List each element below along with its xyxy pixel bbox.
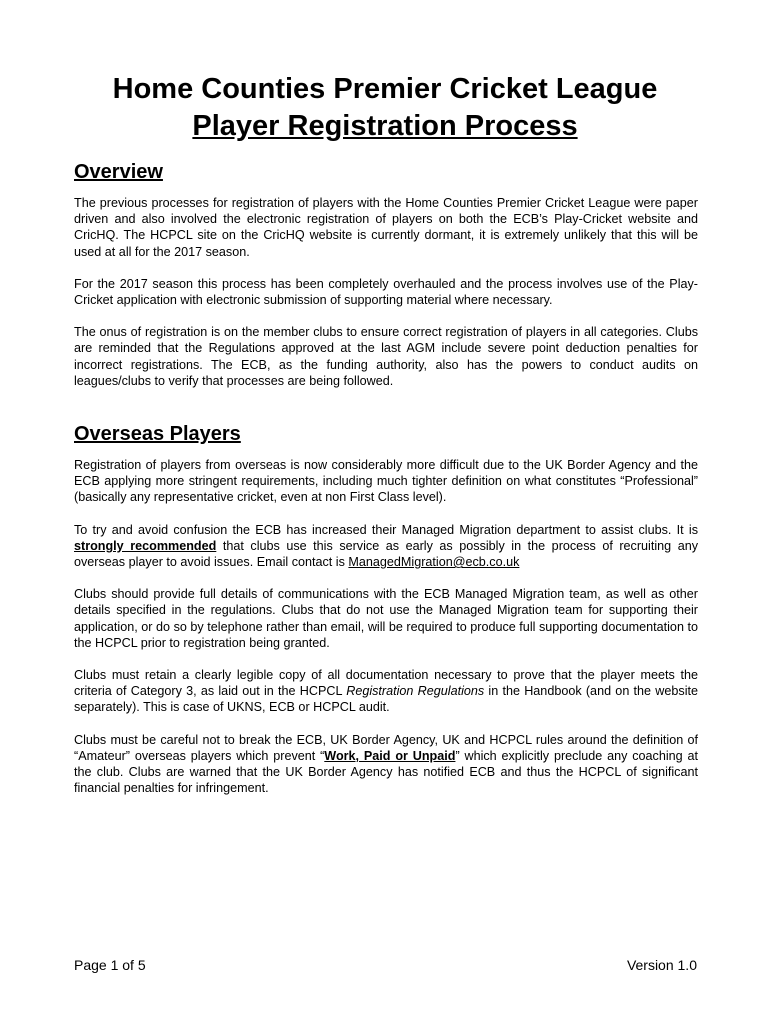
overseas-p2-text-b: that clubs use this service as early as possibly in the process of recruiting any overseas player to avoid issues. Email contact is (74, 538, 699, 570)
overseas-p4-text-b: in the Handbook (and on the website separately). This is case of UKNS, ECB or HCPCL audit. (74, 684, 699, 715)
overview-paragraph-3: The onus of registration is on the member clubs to ensure correct registration of players in all categories. Clubs are reminded that the Regulations approved at the last AGM include severe point deduction penalties for incorrect registrations. The ECB, as the funding authority, also has the powers to conduct audits on leagues/clubs to verify that processes are being followed. (74, 325, 698, 388)
overview-paragraph-2: For the 2017 season this process has been completely overhauled and the process involves use of the Play-Cricket application with electronic submission of supporting material where necessary. (74, 276, 698, 308)
overseas-paragraph-1: Registration of players from overseas is now considerably more difficult due to the UK Border Agency and the ECB applying more stringent requirements, including much tighter definition on what constitutes “Professional” (basically any representative cricket, even at non First Class level). (74, 458, 698, 505)
overseas-p2-text-a: To try and avoid confusion the ECB has increased their Managed Migration department to assist clubs. It is (74, 522, 698, 537)
overseas-p5-text-b: ” which explicitly preclude any coaching at the club. Clubs are warned that the UK Border Agency has notified ECB and thus the HCPCL of significant financial penalties for infringement. (74, 748, 698, 796)
overview-paragraph-1: The previous processes for registration of players with the Home Counties Premier Cricket League were paper driven and also involved the electronic registration of players on both the ECB’s Play-Cricket website and CricHQ. The HCPCL site on the CricHQ website is currently dormant, it is extremely unlikely that this will be used at all for the 2017 season. (74, 196, 698, 259)
overseas-p5-text-a: Clubs must be careful not to break the ECB, UK Border Agency, UK and HCPCL rules around the definition of “Amateur” overseas players which prevent “ (74, 732, 698, 763)
overseas-heading: Overseas Players (74, 423, 241, 445)
overseas-paragraph-3: Clubs should provide full details of communications with the ECB Managed Migration team, as well as other details specified in the regulations. Clubs that do not use the Managed Migration team for supporting their application, or do so by telephone rather than email, will be required to produce full supporting documentation to the HCPCL prior to registration being granted. (74, 587, 698, 650)
overseas-paragraph-2 (74, 522, 698, 571)
work-paid-unpaid-text: Work, Paid or Unpaid (324, 748, 456, 763)
overseas-p4-text-a: Clubs must retain a clearly legible copy of all documentation necessary to prove that the player meets the criteria of Category 3, as laid out in the HCPCL (74, 668, 698, 699)
overseas-paragraph-5 (74, 732, 698, 797)
overseas-paragraph-4 (74, 667, 698, 716)
registration-regulations-text: Registration Regulations (346, 684, 485, 699)
document-subtitle: Player Registration Process (192, 110, 578, 142)
document-title: Home Counties Premier Cricket League (112, 73, 658, 105)
strongly-recommended-text: strongly recommended (74, 538, 217, 553)
managed-migration-email-link[interactable]: ManagedMigration@ecb.co.uk (348, 555, 520, 570)
overview-heading: Overview (74, 161, 163, 183)
overseas-section (74, 422, 698, 812)
version-label: Version 1.0 (626, 957, 697, 973)
page-number: Page 1 of 5 (74, 957, 146, 973)
overview-section (74, 160, 698, 405)
